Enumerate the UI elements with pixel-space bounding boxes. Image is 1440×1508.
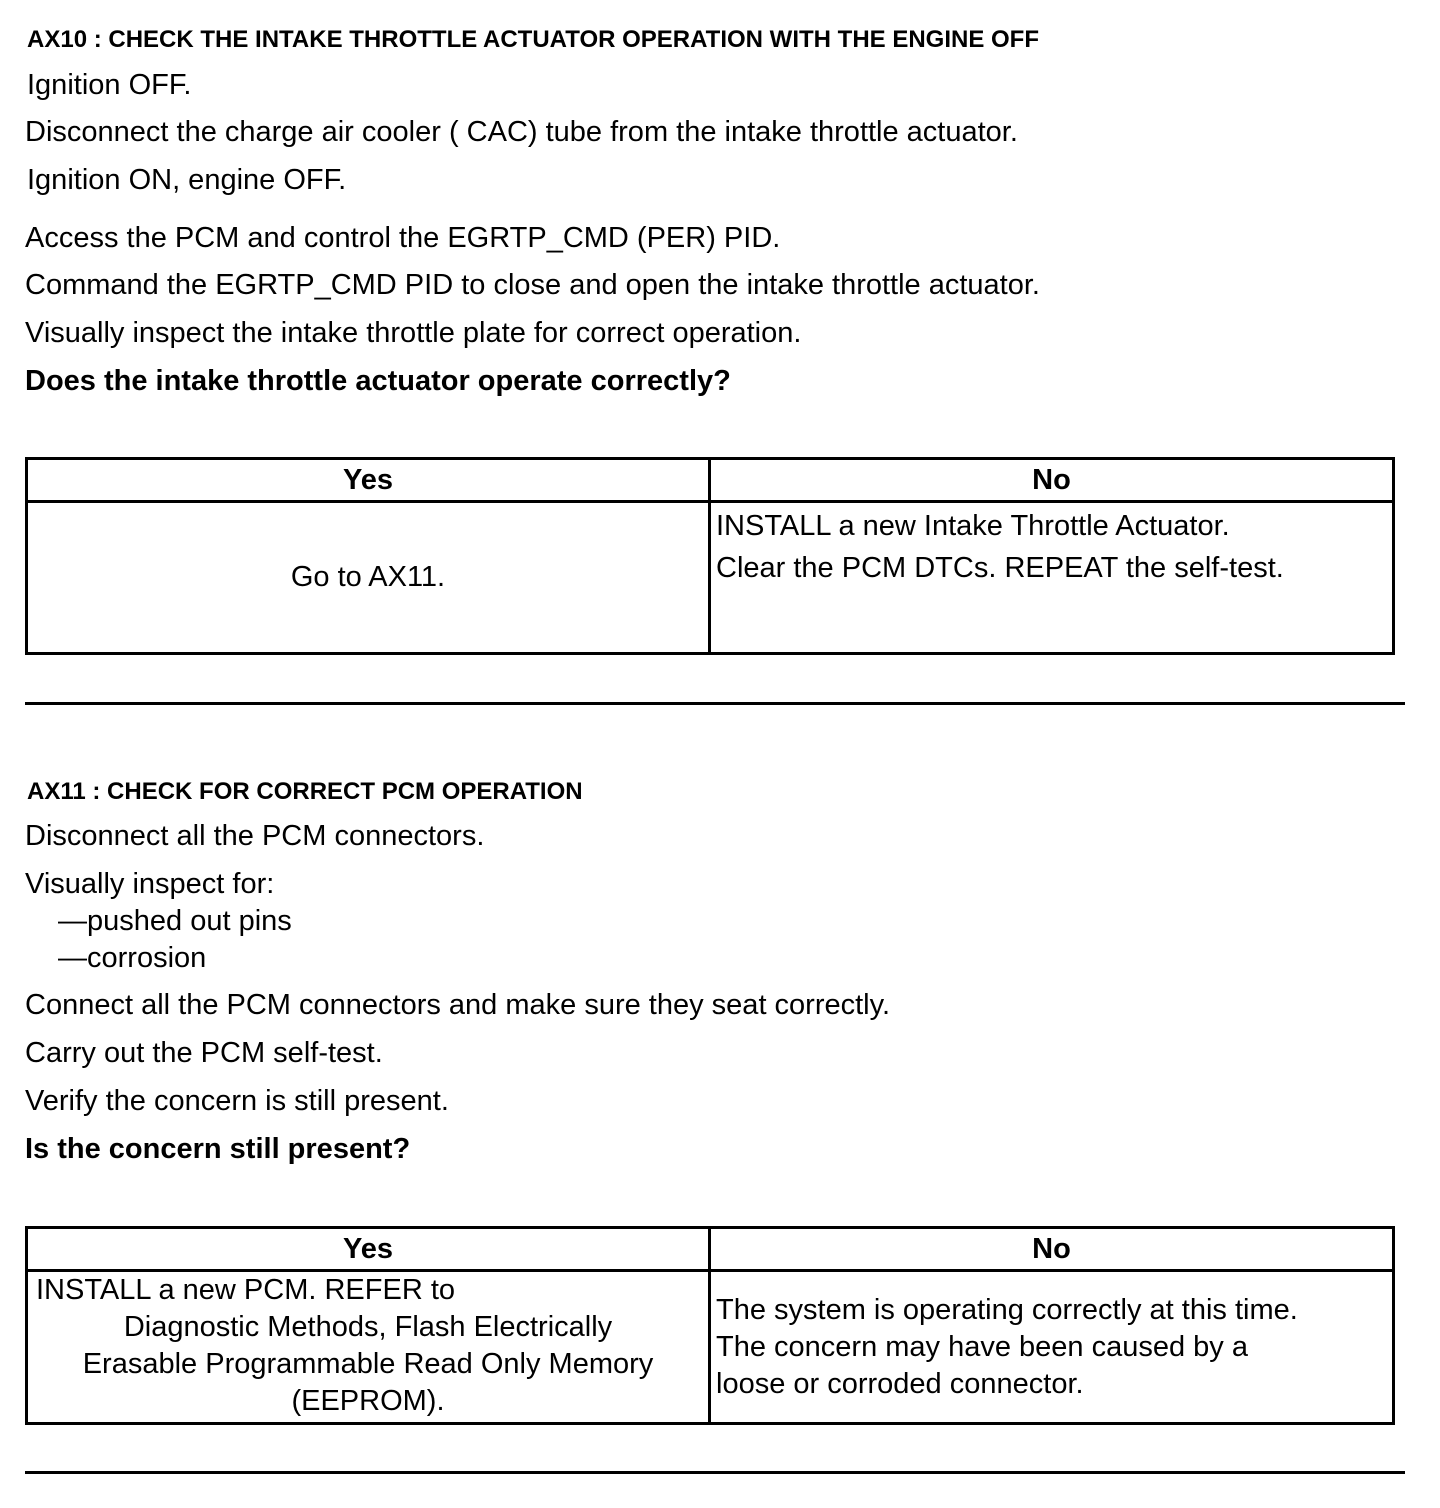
ax10-no-header: No — [710, 459, 1394, 502]
section-divider — [25, 702, 1405, 705]
ax11-inspect-item-2: —corrosion — [58, 942, 207, 974]
ax11-outcome-table — [25, 1226, 1395, 1425]
ax10-step-6: Visually inspect the intake throttle plate for correct operation. — [25, 317, 802, 349]
ax10-no-cell — [710, 502, 1394, 654]
ax11-yes-header: Yes — [27, 1228, 710, 1271]
ax10-no-line-1: INSTALL a new Intake Throttle Actuator. — [716, 510, 1230, 542]
ax11-step-2: Visually inspect for: — [25, 868, 275, 900]
ax10-yes-text: Go to AX11. — [290, 561, 446, 593]
section-divider-bottom — [25, 1471, 1405, 1474]
ax11-step-4: Carry out the PCM self-test. — [25, 1037, 383, 1069]
ax10-yes-cell — [27, 502, 710, 654]
ax11-question: Is the concern still present? — [25, 1133, 411, 1165]
ax11-no-header: No — [710, 1228, 1394, 1271]
ax11-step-3: Connect all the PCM connectors and make sure they seat correctly. — [25, 989, 891, 1021]
ax11-no-cell — [710, 1271, 1394, 1424]
ax11-no-line-3: loose or corroded connector. — [716, 1367, 1084, 1400]
ax10-question: Does the intake throttle actuator operate correctly? — [25, 365, 731, 397]
ax11-yes-line-1: INSTALL a new PCM. REFER to — [36, 1274, 456, 1306]
ax10-outcome-table — [25, 457, 1395, 655]
ax11-inspect-item-1: —pushed out pins — [58, 905, 292, 937]
ax10-step-2: Disconnect the charge air cooler ( CAC) tube from the intake throttle actuator. — [25, 116, 1018, 148]
ax11-no-line-1: The system is operating correctly at this time. — [716, 1293, 1298, 1326]
ax11-heading: AX11 : CHECK FOR CORRECT PCM OPERATION — [27, 778, 583, 805]
ax11-yes-cell — [27, 1271, 710, 1424]
ax11-yes-line-4: (EEPROM). — [291, 1385, 445, 1417]
ax11-yes-line-2: Diagnostic Methods, Flash Electrically — [123, 1311, 613, 1343]
ax10-yes-header: Yes — [27, 459, 710, 502]
ax11-step-5: Verify the concern is still present. — [25, 1085, 449, 1117]
ax10-step-1: Ignition OFF. — [27, 69, 192, 101]
ax10-no-line-2: Clear the PCM DTCs. REPEAT the self-test. — [716, 552, 1284, 584]
ax11-yes-line-3: Erasable Programmable Read Only Memory — [82, 1348, 654, 1380]
ax10-heading: AX10 : CHECK THE INTAKE THROTTLE ACTUATOR OPERATION WITH THE ENGINE OFF — [27, 26, 1039, 53]
ax10-step-4: Access the PCM and control the EGRTP_CMD (PER) PID. — [25, 222, 781, 254]
ax10-step-3: Ignition ON, engine OFF. — [27, 164, 347, 196]
ax11-no-line-2: The concern may have been caused by a — [716, 1330, 1248, 1363]
ax11-step-1: Disconnect all the PCM connectors. — [25, 820, 485, 852]
ax10-step-5: Command the EGRTP_CMD PID to close and open the intake throttle actuator. — [25, 269, 1040, 301]
